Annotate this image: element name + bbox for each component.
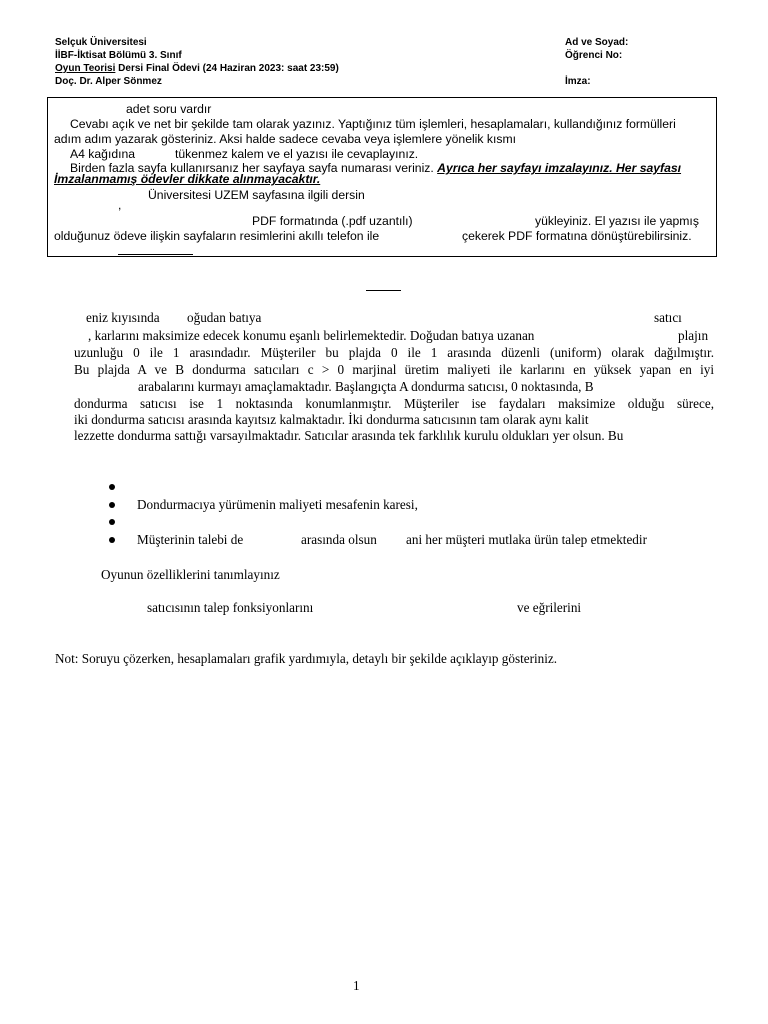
instruction-comma: ,: [118, 198, 122, 212]
question-p6: dondurma satıcısı ise 1 noktasında konumlanmıştır. Müşteriler ise faydaları maksimize olduğu sürece,: [74, 396, 714, 411]
task-2a: satıcısının talep fonksiyonlarını: [147, 600, 314, 615]
task-1: Oyunun özelliklerini tanımlayınız: [101, 567, 280, 582]
instruction-question-count: adet soru vardır: [126, 102, 212, 116]
question-p2a: , karlarını maksimize edecek konumu eşanlı belirlemektedir. Doğudan batıya uzanan: [88, 328, 535, 343]
instruction-line-10b: çekerek PDF formatına dönüştürebilirsiniz.: [462, 229, 692, 243]
instruction-line-4b: tükenmez kalem ve el yazısı ile cevaplayınız.: [175, 147, 419, 161]
question-p7: iki dondurma satıcısı arasında kayıtsız kalmaktadır. İki dondurma satıcısının tam olarak aynı kalit: [74, 412, 589, 427]
box-underline: [118, 254, 193, 255]
university-name: Selçuk Üniversitesi: [55, 37, 147, 48]
bullet-item-4c: ani her müşteri mutlaka ürün talep etmektedir: [406, 532, 647, 547]
instruction-line-9b: yükleyiniz. El yazısı ile yapmış: [535, 214, 699, 228]
note-text: Not: Soruyu çözerken, hesaplamaları grafik yardımıyla, detaylı bir şekilde açıklayıp gösteriniz.: [55, 651, 558, 666]
instruction-sign-warning: Ayrıca her sayfayı imzalayınız. Her sayfası: [437, 161, 682, 175]
signature-label: İmza:: [565, 76, 591, 87]
question-p1c: satıcı: [654, 310, 682, 325]
instruction-line-6: [54, 172, 320, 187]
instruction-line-9a: PDF formatında (.pdf uzantılı): [252, 214, 413, 228]
task-2b: ve eğrilerini: [517, 600, 582, 615]
bullet-item-4b: arasında olsun: [301, 532, 377, 547]
instruction-line-5a: Birden fazla sayfa kullanırsanız her sayfaya sayfa numarası veriniz.: [70, 161, 438, 175]
instruction-unsigned-warning: İmzalanmamış ödevler dikkate alınmayacaktır.: [54, 172, 321, 186]
exam-title: [55, 62, 339, 75]
question-p2b: plajın: [678, 328, 709, 343]
bullet-dot-2: [109, 502, 115, 508]
question-p3: uzunluğu 0 ile 1 arasındadır. Müşteriler bu plajda 0 ile 1 arasında düzenli (uniform) olarak dağılmıştır.: [74, 345, 714, 360]
question-p1b: oğudan batıya: [187, 310, 262, 325]
instructor-name: Doç. Dr. Alper Sönmez: [55, 76, 162, 87]
instruction-line-10a: olduğunuz ödeve ilişkin sayfaların resimlerini akıllı telefon ile: [54, 229, 380, 243]
student-no-label: Öğrenci No:: [565, 50, 623, 61]
bullet-dot-1: [109, 484, 115, 490]
question-p8: lezzette dondurma sattığı varsayılmaktadır. Satıcılar arasında tek farklılık kurulu oldukları yer olsun. Bu: [74, 428, 624, 443]
name-label: Ad ve Soyad:: [565, 37, 629, 48]
course-name: Oyun Teorisi: [55, 63, 116, 74]
instruction-line-3: adım adım yazarak gösteriniz. Aksi halde sadece cevaba veya işlemlere yönelik kısmı: [54, 132, 516, 146]
question-separator: [366, 290, 401, 291]
instruction-line-2: Cevabı açık ve net bir şekilde tam olarak yazınız. Yaptığınız tüm işlemleri, hesaplamaları, kullandığınız formülleri: [70, 117, 676, 131]
instruction-line-7: Üniversitesi UZEM sayfasına ilgili dersin: [148, 188, 365, 202]
bullet-dot-3: [109, 519, 115, 525]
question-p4: Bu plajda A ve B dondurma satıcıları c > 0 marjinal üretim maliyeti ile karlarını en yüksek yapan en iyi: [74, 362, 714, 377]
department-name: İİBF-İktisat Bölümü 3. Sınıf: [55, 50, 182, 61]
bullet-item-2: Dondurmacıya yürümenin maliyeti mesafenin karesi,: [137, 497, 418, 512]
question-p1a: eniz kıyısında: [86, 310, 160, 325]
page-number: 1: [353, 978, 360, 993]
bullet-item-4a: Müşterinin talebi de: [137, 532, 244, 547]
bullet-dot-4: [109, 537, 115, 543]
exam-detail: Dersi Final Ödevi (24 Haziran 2023: saat 23:59): [115, 63, 339, 74]
instruction-line-4a: A4 kağıdına: [70, 147, 136, 161]
question-p5: arabalarını kurmayı amaçlamaktadır. Başlangıçta A dondurma satıcısı, 0 noktasında, B: [138, 379, 594, 394]
